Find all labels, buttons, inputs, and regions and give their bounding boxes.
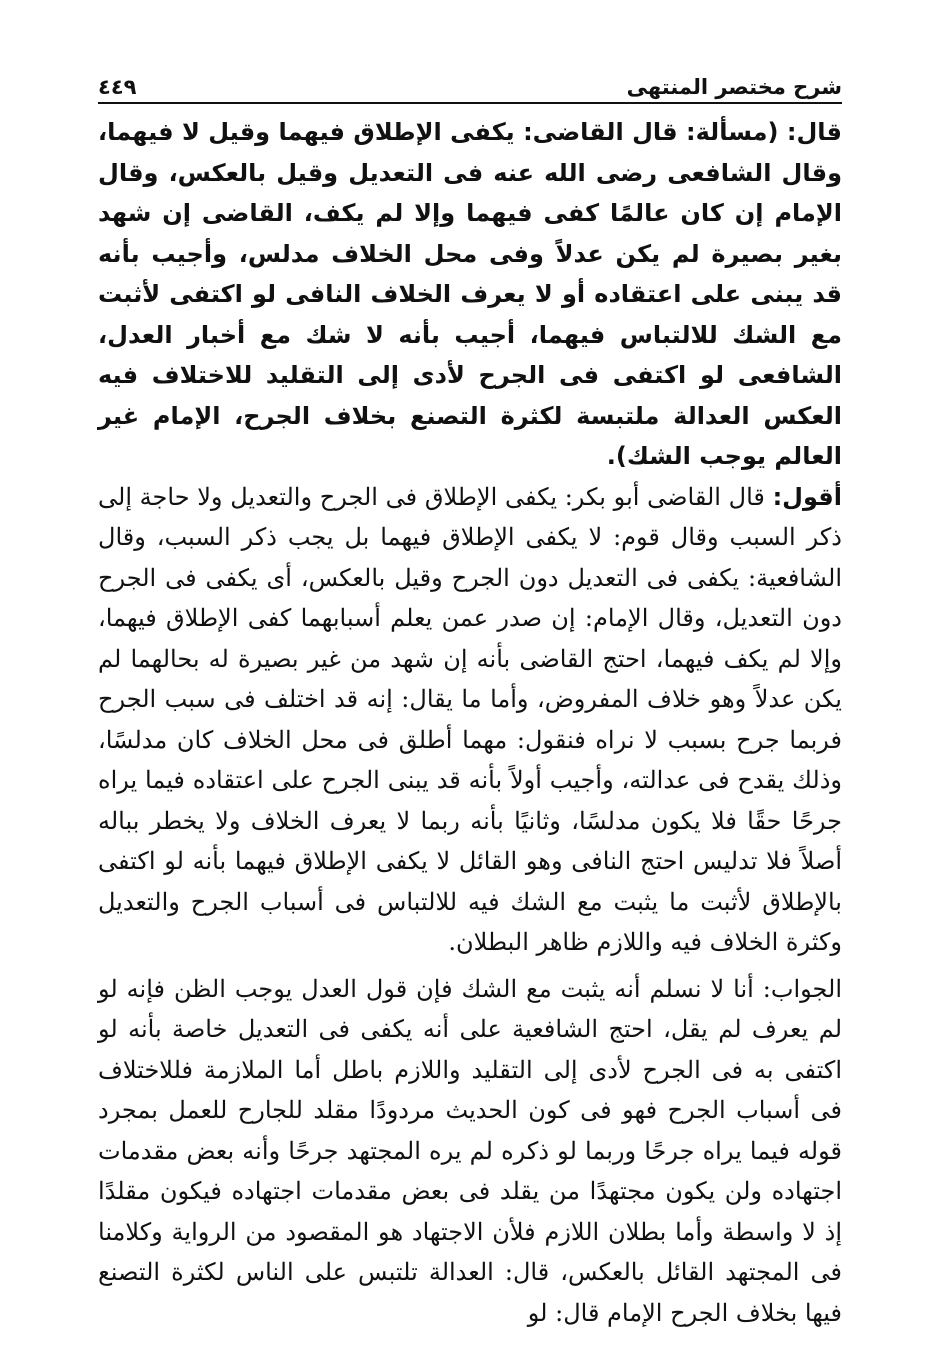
running-title: شرح مختصر المنتهى bbox=[626, 75, 842, 99]
paragraph-answer: الجواب: أنا لا نسلم أنه يثبت مع الشك فإن قول العدل يوجب الظن فإنه لو لم يعرف لم يقل، احتج الشافعية على أنه يكفى فى التعديل خاصة بأنه لو اكتفى به فى الجرح لأدى إلى التقليد واللازم باطل أما الملازمة فللاختلاف فى أسباب الجرح فهو فى كون الحديث مردودًا مقلد للجارح للعمل بمجرد قوله فيما يراه جرحًا وربما لو ذكره لم يره المجتهد جرحًا وأنه بعض مقدمات اجتهاده ولن يكون مجتهدًا من يقلد فى بعض مقدمات اجتهاده فيكون مقلدًا إذ لا واسطة وأما بطلان اللازم فلأن الاجتهاد هو المقصود من الرواية وكلامنا فى المجتهد القائل بالعكس، قال: العدالة تلتبس على الناس لكثرة التصنع فيها بخلاف الجرح الإمام قال: لو bbox=[98, 974, 842, 1327]
paragraph-lead-word: أقول: bbox=[772, 482, 842, 511]
paragraph-commentary-text: قال القاضى أبو بكر: يكفى الإطلاق فى الجرح والتعديل ولا حاجة إلى ذكر السبب وقال قوم: لا يكفى الإطلاق فيهما بل يجب ذكر السبب، وقال الشافعية: يكفى فى التعديل دون الجرح وقيل بالعكس، أى يكفى فى الجرح دون التعديل، وقال الإمام: إن صدر عمن يعلم أسبابهما كفى الإطلاق فيهما، وإلا لم يكف فيهما، احتج القاضى بأنه إن شهد من غير بصيرة له بحالهما لم يكن عدلاً وهو خلاف المفروض، وأما ما يقال: إنه قد اختلف فى سبب الجرح فربما جرح بسبب لا نراه فنقول: مهما أطلق فى محل الخلاف كان مدلسًا، وذلك يقدح فى عدالته، وأجيب أولاً بأنه قد يبنى الجرح على اعتقاده فيما يراه جرحًا حقًا فلا يكون مدلسًا، وثانيًا بأنه ربما لا يعرف الخلاف ولا يخطر بباله أصلاً فلا تدليس احتج النافى وهو القائل لا يكفى الإطلاق فيهما بأنه لو اكتفى بالإطلاق لأثبت ما يثبت مع الشك فيه للالتباس فى أسباب الجرح والتعديل وكثرة الخلاف فيه واللازم ظاهر البطلان. bbox=[98, 482, 842, 956]
header-rule bbox=[98, 102, 842, 104]
body-text bbox=[98, 112, 842, 1333]
running-header bbox=[98, 72, 842, 102]
page-number: ٤٤٩ bbox=[98, 75, 137, 99]
paragraph-matn: قال: (مسألة: قال القاضى: يكفى الإطلاق فيهما وقيل لا فيهما، وقال الشافعى رضى الله عنه فى التعديل وقيل بالعكس، وقال الإمام إن كان عالمًا كفى فيهما وإلا لم يكف، القاضى إن شهد بغير بصيرة لم يكن عدلاً وفى محل الخلاف مدلس، وأجيب بأنه قد يبنى على اعتقاده أو لا يعرف الخلاف النافى لو اكتفى لأثبت مع الشك للالتباس فيهما، أجيب بأنه لا شك مع أخبار العدل، الشافعى لو اكتفى فى الجرح لأدى إلى التقليد للاختلاف فيه العكس العدالة ملتبسة لكثرة التصنع بخلاف الجرح، الإمام غير العالم يوجب الشك). bbox=[98, 118, 842, 470]
paragraph-commentary bbox=[98, 477, 842, 963]
